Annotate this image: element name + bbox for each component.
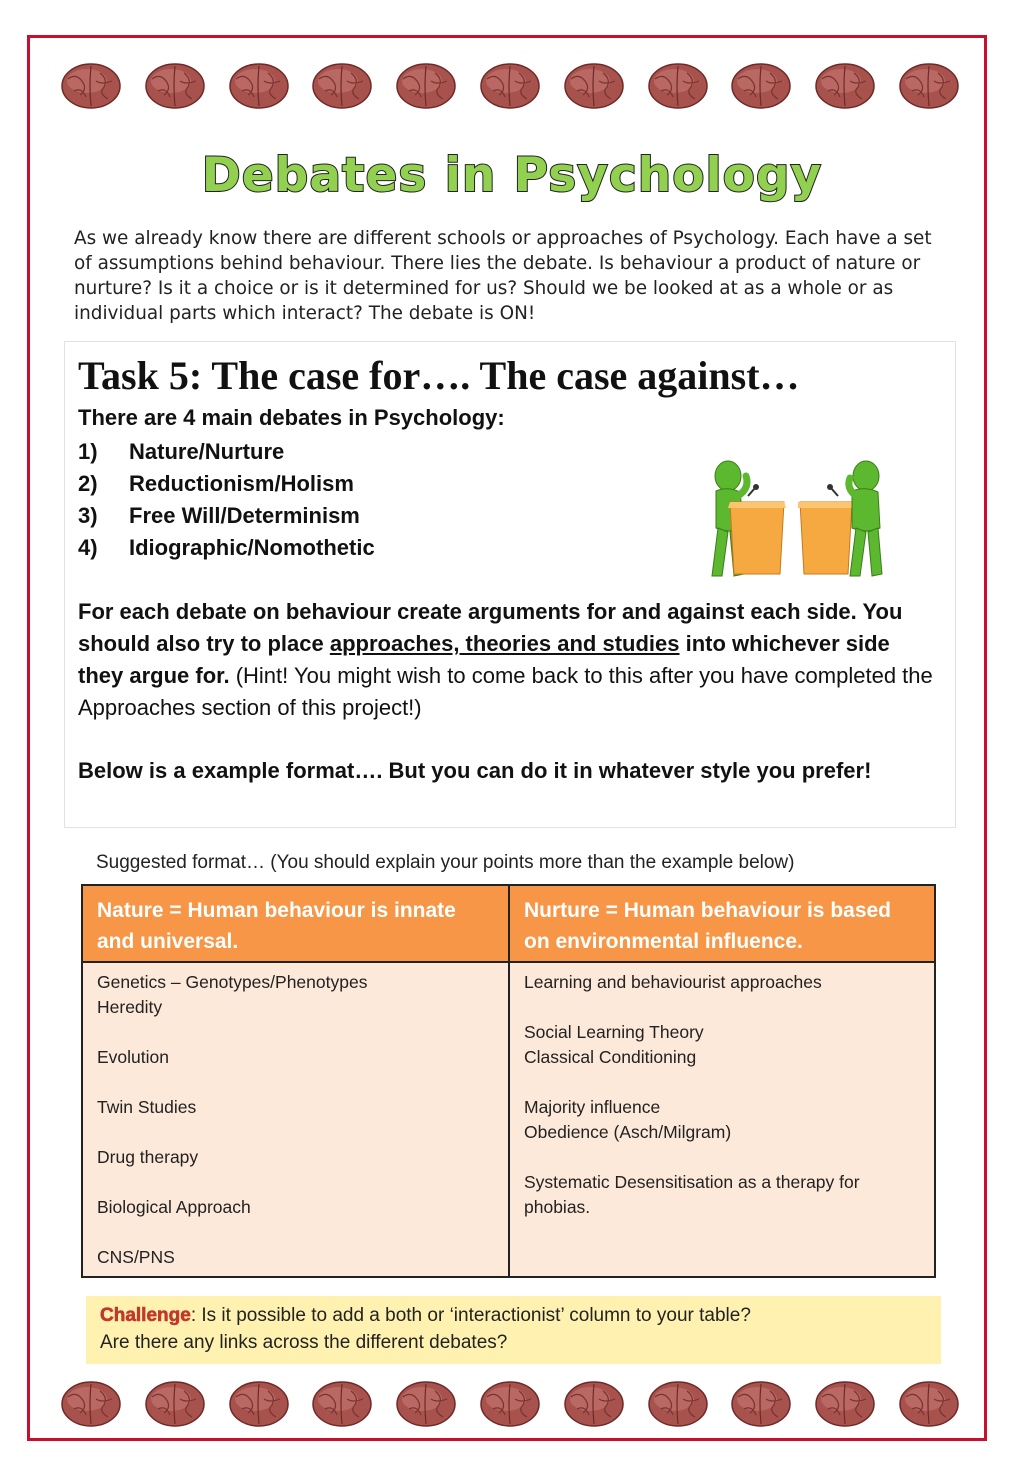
brain-icon [311,1379,373,1434]
task-title: Task 5: The case for…. The case against… [78,353,800,398]
brain-icon [814,1379,876,1434]
table-cell-line [97,1020,494,1045]
nature-nurture-table [81,884,936,1278]
brain-icon [60,61,122,116]
brain-icon [479,61,541,116]
brain-icon [144,1379,206,1434]
table-cell-line [97,1120,494,1145]
task-instructions: For each debate on behaviour create arguments for and against each side. You should also try to place approaches, theories and studies into whichever side they argue for. (Hint! You might wish to come back to this after you have completed the Approaches section of this project!) [78,599,933,720]
table-cell-line: Genetics – Genotypes/Phenotypes [97,972,368,992]
debates-list [78,436,375,564]
challenge-box [86,1296,941,1364]
brain-icon [898,61,960,116]
table-cell-line [524,1145,920,1170]
table-cell-line: Learning and behaviourist approaches [524,972,822,992]
brain-icon [647,61,709,116]
debate-podiums-illustration [700,458,890,580]
list-item: 3) Free Will/Determinism [78,503,360,528]
challenge-text: : Is it possible to add a both or ‘interactionist’ column to your table? [190,1305,751,1326]
table-cell-line: Heredity [97,997,163,1017]
table-cell-line: Evolution [97,1047,169,1067]
challenge-text-2: Are there any links across the different debates? [100,1332,508,1353]
list-item: 2) Reductionism/Holism [78,471,354,496]
table-cell-line: Obedience (Asch/Milgram) [524,1122,732,1142]
brain-icon [898,1379,960,1434]
brain-icon [311,61,373,116]
brain-icon [647,1379,709,1434]
table-cell-line: Majority influence [524,1097,661,1117]
table-cell-line: Classical Conditioning [524,1047,697,1067]
brain-icon [730,61,792,116]
brain-icon [814,61,876,116]
brain-icon [395,61,457,116]
brain-icon [144,61,206,116]
table-cell-line [524,1070,920,1095]
table-header-nurture: Nurture = Human behaviour is based on environmental influence. [510,886,934,963]
table-cell-line [97,1220,494,1245]
challenge-label: Challenge [100,1305,191,1326]
page-title: Debates in Psychology [201,148,823,203]
brain-icon [60,1379,122,1434]
table-cell-line: Biological Approach [97,1197,251,1217]
table-header-nature: Nature = Human behaviour is innate and universal. [83,886,510,963]
table-cell-line [97,1170,494,1195]
table-cell-line: Social Learning Theory [524,1022,704,1042]
table-cell-line: Twin Studies [97,1097,197,1117]
task-subtitle: There are 4 main debates in Psychology: [78,405,505,430]
brain-icon [228,61,290,116]
suggested-format-text: Suggested format… (You should explain your points more than the example below) [96,852,795,873]
table-cell-nurture [510,963,934,1276]
brain-icon [479,1379,541,1434]
brain-icon [563,1379,625,1434]
table-cell-line: CNS/PNS [97,1247,175,1267]
table-cell-line: Systematic Desensitisation as a therapy for [524,1172,860,1192]
brain-icon [228,1379,290,1434]
table-cell-line [97,1070,494,1095]
table-cell-line: phobias. [524,1197,591,1217]
brain-row-top [60,58,960,118]
list-item: 4) Idiographic/Nomothetic [78,535,375,560]
table-cell-line [524,995,920,1020]
intro-text: As we already know there are different schools or approaches of Psychology. Each have a set of assumptions behind behaviour. There lies the debate. Is behaviour a product of nature or nurture? Is it a choice or is it determined for us? Should we be looked at as a whole or as individual parts which interact? The debate is ON! [74,228,932,324]
list-item: 1) Nature/Nurture [78,439,285,464]
brain-row-bottom [60,1376,960,1436]
brain-icon [395,1379,457,1434]
table-cell-line: Drug therapy [97,1147,199,1167]
brain-icon [730,1379,792,1434]
example-note: Below is a example format…. But you can do it in whatever style you prefer! [78,758,872,783]
brain-icon [563,61,625,116]
table-cell-nature [83,963,510,1276]
